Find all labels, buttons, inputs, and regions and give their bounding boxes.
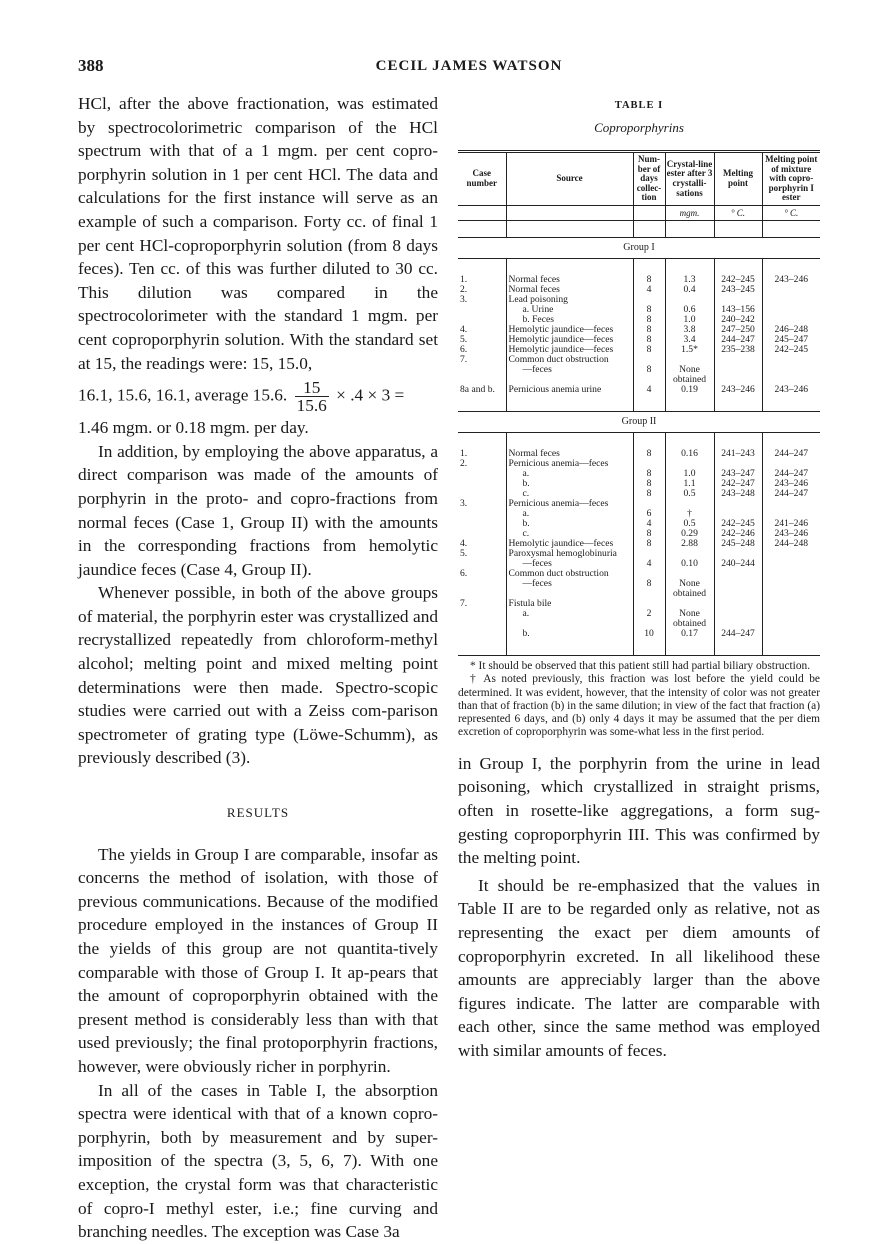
right-column [458,92,820,1062]
days-cell: 8 [633,325,665,335]
table-row [458,385,820,395]
melting-point-cell: 242–246 [714,529,762,539]
column-header: Melting point of mixture with copro-porphyrin I ester [762,152,820,206]
case-number-cell [458,579,506,589]
ester-cell: 0.6 [665,305,714,315]
melting-point-cell: 240–242 [714,315,762,325]
table-footnotes [458,660,820,740]
ester-cell: 3.4 [665,335,714,345]
paragraph: in Group I, the porphyrin from the urine in lead poisoning, which crystallized in straight prisms, often in rosette-like aggregations, a form sug-gesting coproporphyrin III. This was confirmed by the melting point. [458,753,820,868]
source-subitem: a. Urine [522,303,554,315]
case-number-cell: 2. [460,457,468,469]
ester-cell: obtained [665,619,714,629]
melting-point-cell [714,365,762,375]
source-cell: Common duct obstruction [506,569,633,579]
column-header: Num-ber of days collec-tion [633,152,665,206]
ester-cell: 0.17 [665,629,714,639]
column-header: Source [506,152,633,206]
column-header: Crystal-line ester after 3 crystalli-sations [665,152,714,206]
days-cell: 8 [633,305,665,315]
days-cell [633,589,665,599]
melting-point-cell: 241–243 [714,449,762,459]
source-cell: Hemolytic jaundice—feces [506,345,633,355]
source-subitem: b. [522,627,530,639]
ester-cell: 0.19 [665,385,714,395]
mixture-melting-point-cell [762,599,820,609]
mixture-melting-point-cell [762,569,820,579]
source-cell: Normal feces [506,275,633,285]
paragraph: The yields in Group I are comparable, insofar as concerns the method of isolation, with those of previous communications. Because of the modified procedure employed in the instances of Group II the yields of this group are not quantita-tively comparable with those of Group I. It ap-pears that the amount of coproporphyrin obtained with the present method is considerably less than with that used previously; the final protoporphyrin fractions, however, were obviously richer in porphyrin. [78,844,438,1076]
case-number-cell: 8a and b. [460,383,495,395]
mixture-melting-point-cell: 245–247 [762,335,820,345]
days-cell: 8 [633,345,665,355]
source-subitem: a. [522,507,530,519]
days-cell: 8 [633,529,665,539]
days-cell: 4 [633,559,665,569]
melting-point-cell [714,599,762,609]
melting-point-cell [714,569,762,579]
source-cell [506,365,633,375]
days-cell: 4 [633,385,665,395]
table-header-row [458,152,820,206]
days-cell: 4 [633,285,665,295]
unit-cell [506,205,633,220]
mixture-melting-point-cell: 242–245 [762,345,820,355]
days-cell: 8 [633,489,665,499]
case-number-cell: 7. [460,353,468,365]
source-subitem: a. [522,467,530,479]
melting-point-cell: 143–156 [714,305,762,315]
case-number-cell: 6. [460,567,468,579]
unit-cell: mgm. [665,205,714,220]
table-row [458,629,820,639]
days-cell: 8 [633,335,665,345]
mixture-melting-point-cell: 244–247 [762,449,820,459]
running-title: CECIL JAMES WATSON [375,58,563,74]
days-cell: 8 [633,365,665,375]
paragraph: In all of the cases in Table I, the absorption spectra were identical with that of a known copro-porphyrin, both by measurement and by super-imposition of the spectra (3, 5, 6, 7). With one exception, the crystal form was that characteristic of copro-I methyl ester, i.e.; fine curving and branching needles. The exception was Case 3a [78,1080,438,1242]
mixture-melting-point-cell: 244–247 [762,489,820,499]
ester-cell: None [665,365,714,375]
melting-point-cell [714,609,762,619]
ester-cell: 0.5 [665,519,714,529]
melting-point-cell [714,499,762,509]
equation-lead: 16.1, 15.6, 16.1, average 15.6. [78,385,288,405]
melting-point-cell: 244–247 [714,335,762,345]
source-cell [506,579,633,589]
case-number-cell: 3. [460,293,468,305]
days-cell: 8 [633,579,665,589]
unit-cell: ° C. [714,205,762,220]
source-cell: Hemolytic jaundice—feces [506,325,633,335]
case-number-cell [458,519,506,529]
source-cell [506,629,633,639]
days-cell: 8 [633,469,665,479]
mixture-melting-point-cell [762,619,820,629]
melting-point-cell: 243–247 [714,469,762,479]
source-cell: Hemolytic jaundice—feces [506,539,633,549]
page-header [78,56,860,80]
case-number-cell: 5. [460,547,468,559]
ester-cell: 0.16 [665,449,714,459]
ester-cell: 1.0 [665,469,714,479]
ester-cell: 3.8 [665,325,714,335]
mixture-melting-point-cell [762,589,820,599]
ester-cell: 0.29 [665,529,714,539]
ester-cell: obtained [665,589,714,599]
melting-point-cell: 247–250 [714,325,762,335]
case-number-cell [458,469,506,479]
days-cell: 8 [633,275,665,285]
units-row [458,205,820,220]
ester-cell: 1.1 [665,479,714,489]
ester-cell: 1.3 [665,275,714,285]
left-column [78,92,438,1244]
table-title: Coproporphyrins [594,120,684,135]
melting-point-cell: 242–247 [714,479,762,489]
source-cell: Normal feces [506,449,633,459]
mixture-melting-point-cell: 243–246 [762,385,820,395]
case-number-cell: 3. [460,497,468,509]
source-cell: Normal feces [506,285,633,295]
days-cell: 8 [633,539,665,549]
mixture-melting-point-cell [762,295,820,305]
ester-cell: None [665,579,714,589]
melting-point-cell: 235–238 [714,345,762,355]
group-row [458,237,820,258]
source-cell: Fistula bile [506,599,633,609]
paragraph: HCl, after the above fractionation, was estimated by spectrocolorimetric comparison of the HCl spectrum with that of a 1 mgm. per cent copro-porphyrin solution in 1 per cent HCl. The data and calculations for the first instance will serve as an example of such a comparison. Forty cc. of final 1 per cent HCl-coproporphyrin solution (from 8 days feces). Ten cc. of this was further diluted to 30 cc. This dilution was compared in the spectrocolorimeter with the standard 1 mgm. per cent coproporphyrin solution. With the standard set at 15, the readings were: 15, 15.0, [78,94,438,373]
ester-cell: None [665,609,714,619]
days-cell: 8 [633,479,665,489]
case-number-cell [458,609,506,619]
table-row [458,579,820,589]
source-cell: Hemolytic jaundice—feces [506,335,633,345]
days-cell: 2 [633,609,665,619]
melting-point-cell: 240–244 [714,559,762,569]
footnote: † As noted previously, this fraction was lost before the yield could be determined. It was evident, however, that the intensity of color was not greater than that of fraction (b) in the same dilution; in view of the fact that fraction (a) represented 6 days, and (b) only 4 days it may be assumed that the per diem excretion of coproporphyrin was some-what less in the first period. [458,673,820,739]
source-subitem: b. Feces [522,313,554,325]
ester-cell: 0.5 [665,489,714,499]
source-cell: Lead poisoning [506,295,633,305]
mixture-melting-point-cell: 241–246 [762,519,820,529]
days-cell: 4 [633,519,665,529]
ester-cell: 1.0 [665,315,714,325]
mixture-melting-point-cell [762,629,820,639]
melting-point-cell: 242–245 [714,519,762,529]
table-row [458,609,820,619]
mixture-melting-point-cell [762,285,820,295]
case-number-cell [458,305,506,315]
melting-point-cell: 243–245 [714,285,762,295]
source-cell: Common duct obstruction [506,355,633,365]
case-number-cell: 4. [460,323,468,335]
mixture-melting-point-cell: 243–246 [762,275,820,285]
case-number-cell: 7. [460,597,468,609]
source-subitem: —feces [522,557,552,569]
source-subitem: —feces [522,363,552,375]
table-row [458,365,820,375]
source-subitem: b. [522,517,530,529]
mixture-melting-point-cell [762,355,820,365]
page-number: 388 [78,56,104,75]
mixture-melting-point-cell: 243–246 [762,479,820,489]
column-header: Case number [466,168,497,188]
case-number-cell: 1. [460,447,468,459]
mixture-melting-point-cell [762,579,820,589]
source-subitem: c. [522,527,530,539]
melting-point-cell: 242–245 [714,275,762,285]
ester-cell: 1.5* [665,345,714,355]
source-subitem: a. [522,607,530,619]
paragraph: It should be re-emphasized that the values in Table II are to be regarded only as relative, not as representing the exact per diem amounts of coproporphyrin excreted. In all likelihood these amounts are appreciably larger than the above figures indicate. The latter are comparable with each other, since the same method was employed with similar amounts of feces. [458,875,820,1060]
mixture-melting-point-cell: 244–247 [762,469,820,479]
case-number-cell: 4. [460,537,468,549]
melting-point-cell [714,579,762,589]
mixture-melting-point-cell [762,365,820,375]
footnote: * It should be observed that this patient still had partial biliary obstruction. [470,659,811,672]
case-number-cell [458,619,506,629]
melting-point-cell: 243–248 [714,489,762,499]
equation-line [78,379,438,414]
paragraph: 1.46 mgm. or 0.18 mgm. per day. [78,418,309,438]
mixture-melting-point-cell [762,559,820,569]
source-cell [506,609,633,619]
mixture-melting-point-cell: 246–248 [762,325,820,335]
table-label: TABLE I [614,100,664,111]
mixture-melting-point-cell: 244–248 [762,539,820,549]
group-label: Group II [458,411,820,432]
source-cell: Pernicious anemia—feces [506,459,633,469]
case-number-cell [458,365,506,375]
ester-cell: † [665,509,714,519]
days-cell: 10 [633,629,665,639]
mixture-melting-point-cell [762,609,820,619]
days-cell: 6 [633,509,665,519]
column-header: Melting point [714,152,762,206]
unit-cell [458,205,506,220]
equation-tail: × .4 × 3 = [336,385,405,405]
case-number-cell: 5. [460,333,468,345]
case-number-cell [458,509,506,519]
paragraph: Whenever possible, in both of the above groups of material, the porphyrin ester was crystallized and recrystallized repeatedly from chloroform-methyl alcohol; melting point and mixed melting point determinations were then made. Spectro-scopic studies were carried out with a Zeiss com-parison spectrometer of grating type (Löwe-Schumm), as previously described (3). [78,583,438,768]
source-subitem: —feces [522,577,552,589]
days-cell: 8 [633,315,665,325]
ester-cell: 2.88 [665,539,714,549]
fraction-numerator: 15 [295,379,329,397]
melting-point-cell [714,589,762,599]
data-table [458,150,820,656]
paragraph: In addition, by employing the above apparatus, a direct comparison was made of the amounts of porphyrin in the proto- and copro-fractions from normal feces (Case 1, Group II) with the amounts in the corresponding fractions from hemolytic jaundice feces (Case 4, Group II). [78,441,438,579]
source-subitem: c. [522,487,530,499]
melting-point-cell: 244–247 [714,629,762,639]
case-number-cell: 2. [460,283,468,295]
mixture-melting-point-cell [762,499,820,509]
source-subitem: b. [522,477,530,489]
mixture-melting-point-cell: 243–246 [762,529,820,539]
source-cell: Pernicious anemia—feces [506,499,633,509]
unit-cell [633,205,665,220]
case-number-cell: 1. [460,273,468,285]
melting-point-cell [714,355,762,365]
days-cell: 8 [633,449,665,459]
fraction-denominator: 15.6 [296,396,327,416]
section-heading: RESULTS [226,805,290,821]
unit-cell: ° C. [762,205,820,220]
case-number-cell: 6. [460,343,468,355]
case-number-cell [458,479,506,489]
group-label: Group I [458,237,820,258]
group-row [458,411,820,432]
melting-point-cell: 245–248 [714,539,762,549]
fraction [295,379,329,414]
mixture-melting-point-cell [762,549,820,559]
source-cell: Pernicious anemia urine [506,385,633,395]
melting-point-cell: 243–246 [714,385,762,395]
mixture-melting-point-cell [762,305,820,315]
ester-cell: 0.10 [665,559,714,569]
right-body-text [458,752,820,1063]
source-cell: Paroxysmal hemoglobinuria [506,549,633,559]
ester-cell: obtained [665,375,714,385]
ester-cell: 0.4 [665,285,714,295]
case-number-cell [458,629,506,639]
